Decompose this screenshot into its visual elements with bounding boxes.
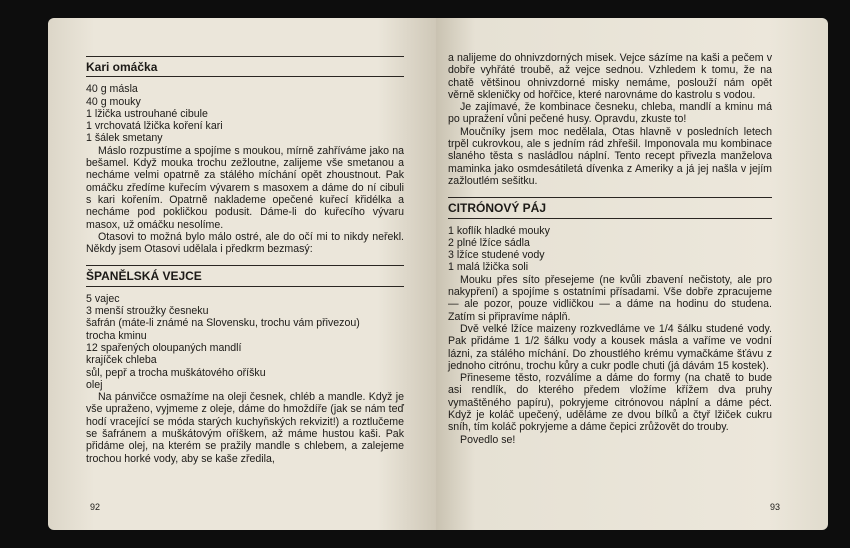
ingredient-item: 12 spařených oloupaných mandlí: [86, 341, 242, 354]
ingredient-list-paj: [448, 225, 772, 274]
ingredient-item: 1 šálek smetany: [86, 132, 163, 145]
page-number: 93: [769, 502, 780, 512]
body-paragraph: Na pánvičce osmažíme na oleji česnek, chléb a mandle. Když je vše upraženo, vyjmeme z oleje, dáme do hmoždíře (jak se nám teď hodí vracející se móda starých kuchyňských rekvizit!) a roztlučeme se šafránem a muškátovým oříškem, až máme hustou kaši. Pak přidáme olej, na kterém se pražily mandle s chlebem, a zalejeme trochou horké vody, aby se kaše zředila,: [86, 391, 404, 465]
left-page-text: [86, 56, 404, 465]
ingredient-list-vejce: [86, 293, 404, 391]
right-page: [436, 18, 828, 530]
ingredient-item: olej: [86, 378, 103, 391]
page-number: 92: [90, 502, 101, 512]
body-paragraph: Mouku přes síto přesejeme (ne kvůli zbavení nečistoty, ale pro nakypření) a spojíme s ostatními přísadami. Vše dobře zpracujeme — ale pozor, pouze vidličkou — a dáme na hodinu do studena. Zatím si připravíme náplň.: [448, 273, 772, 323]
body-paragraph: a nalijeme do ohnivzdorných misek. Vejce sázíme na kaši a pečem v dobře vyhřáté troubě, až vejce sednou. Vzhledem k tomu, že na chatě většinou ohnivzdorné misky nemáme, poslouží nám opět věrně skleničky od hořčice, které narovnáme do kastrolu s vodou.: [448, 52, 772, 101]
body-paragraph: Máslo rozpustíme a spojíme s moukou, mírně zahříváme jako na bešamel. Když mouka trochu zežloutne, zalijeme vše smetanou a necháme velmi opatrně za stálého míchání opět zhoustnout. Pak omáčku zředíme kuřecím vývarem s masoxem a dáme do ní cibuli s kari kořením. Opatrně naklademe opečené kuřecí křidélka a necháme pod pokličkou podusit. Dáme-li do kuřecího vývaru masox, už omáčku nesolíme.: [86, 144, 404, 231]
body-paragraph: Moučníky jsem moc nedělala, Otas hlavně v posledních letech trpěl cukrovkou, ale s jedním rád zhřešil. Imponovala mu kombinace slaného těsta s nasládlou náplní. Tento recept přivezla manželova maminka jako osmdesátiletá dívenka z Ameriky a já jej našla v jejím zažloutlém sešitku.: [448, 125, 772, 187]
ingredient-item: 3 lžíce studené vody: [448, 249, 545, 262]
ingredient-item: 40 g másla: [86, 83, 138, 96]
recipe-title-kari: Kari omáčka: [86, 60, 158, 74]
ingredient-item: šafrán (máte-li známé na Slovensku, trochu vám přivezou): [86, 317, 360, 330]
recipe-title-spanelska-vejce: ŠPANĚLSKÁ VEJCE: [86, 269, 202, 284]
body-paragraph: Otasovi to možná bylo málo ostré, ale do očí mi to nikdy neřekl. Někdy jsem Otasovi udělala i předkrm bezmasý:: [86, 230, 404, 256]
body-paragraph: Přineseme těsto, rozválíme a dáme do formy (na chatě to bude asi rendlík, do kterého předem vložíme křížem dva pruhy vymaštěného papíru), pokryjeme citrónovou náplní a dáme péct. Když je koláč upečený, uděláme ze dvou bílků a čtyř lžiček cukru sníh, tím koláč pokryjeme a dáme čepici zrůžovět do trouby.: [448, 372, 772, 434]
ingredient-item: 1 koflík hladké mouky: [448, 224, 550, 237]
ingredient-item: 1 lžička ustrouhané cibule: [86, 107, 208, 120]
ingredient-item: trocha kminu: [86, 329, 147, 342]
body-paragraph: Je zajímavé, že kombinace česneku, chleba, mandlí a kminu má po upražení vůni pečené husy. Opravdu, zkuste to!: [448, 101, 772, 126]
ingredient-item: 1 vrchovatá lžička koření kari: [86, 120, 223, 133]
ingredient-item: 5 vajec: [86, 292, 120, 305]
left-page: [48, 18, 436, 530]
ingredient-item: 3 menší stroužky česneku: [86, 305, 209, 318]
ingredient-item: 2 plné lžíce sádla: [448, 236, 530, 249]
right-page-text: [448, 52, 772, 446]
body-paragraph: Povedlo se!: [460, 433, 516, 446]
ingredient-list-kari: [86, 83, 404, 144]
recipe-title-citronovy-paj: CITRÓNOVÝ PÁJ: [448, 201, 547, 216]
ingredient-item: 1 malá lžička soli: [448, 261, 529, 274]
ingredient-item: sůl, pepř a trocha muškátového oříšku: [86, 366, 266, 379]
body-paragraph: Dvě velké lžíce maizeny rozkvedláme ve 1/4 šálku studené vody. Pak přidáme 1 1/2 šálku vody a kousek másla a vaříme ve vodní lázni, za stálého míchání. Do zhoustlého krému vymačkáme šťávu z jednoho citrónu, trochu kůry a cukr podle chuti (já dávám 15 kostek).: [448, 322, 772, 372]
ingredient-item: krajíček chleba: [86, 354, 157, 367]
ingredient-item: 40 g mouky: [86, 95, 141, 108]
